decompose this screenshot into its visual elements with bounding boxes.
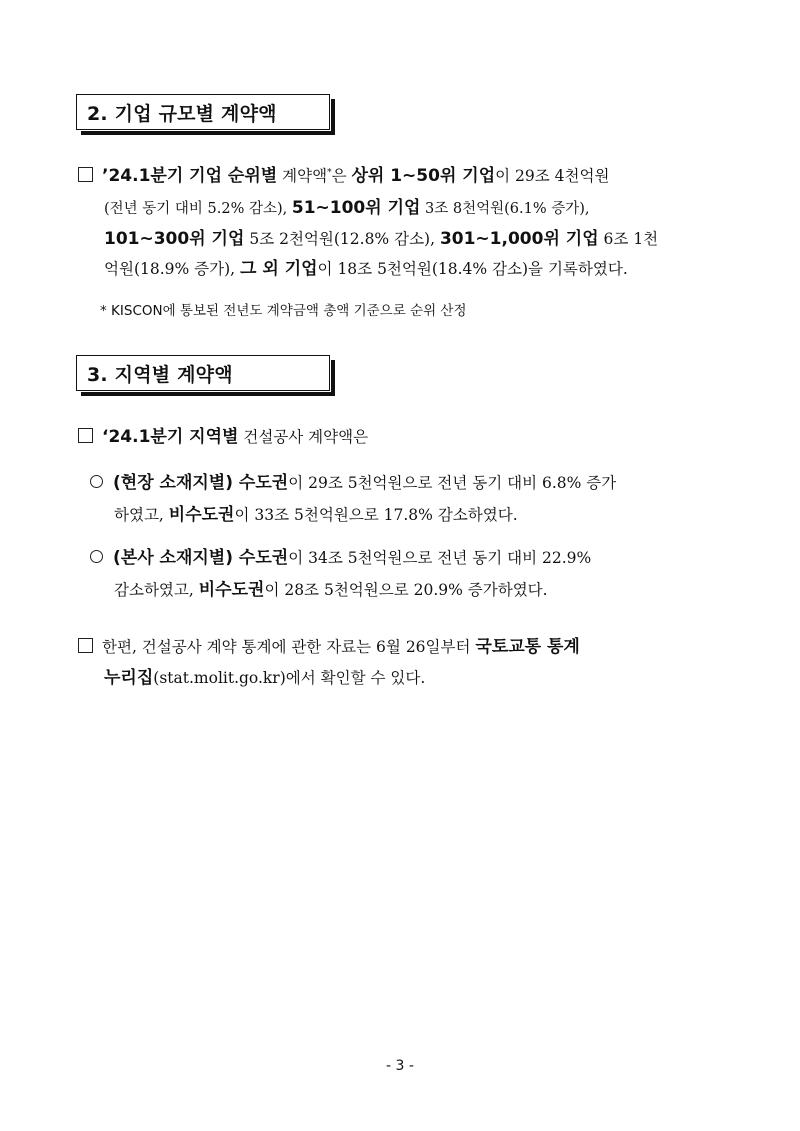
square-bullet-icon (78, 167, 93, 182)
circle-item-1-line-1: (현장 소재지별) 수도권이 29조 5천억원으로 전년 동기 대비 6.8% 증가 (90, 473, 616, 493)
footnote: * KISCON에 통보된 전년도 계약금액 총액 기준으로 순위 산정 (100, 303, 467, 319)
square-bullet-icon (78, 638, 93, 653)
section-3-heading: 3. 지역별 계약액 (87, 364, 233, 386)
closing-paragraph-line-1: 한편, 건설공사 계약 통계에 관한 자료는 6월 26일부터 국토교통 통계 (78, 637, 580, 657)
section-2-paragraph-line-4: 억원(18.9% 증가), 그 외 기업이 18조 5천억원(18.4% 감소)을 기록하였다. (104, 259, 628, 279)
section-2-heading-box (76, 94, 330, 130)
square-bullet-icon (78, 428, 93, 443)
section-2-paragraph-line-1: ’24.1분기 기업 순위별 계약액*은 상위 1~50위 기업이 29조 4천억원 (78, 166, 609, 186)
section-3-heading-box (76, 355, 330, 391)
circle-item-1-line-2: 하였고, 비수도권이 33조 5천억원으로 17.8% 감소하였다. (114, 505, 518, 525)
circle-bullet-icon (90, 550, 103, 563)
closing-paragraph-line-2: 누리집(stat.molit.go.kr)에서 확인할 수 있다. (104, 668, 426, 688)
page-number: - 3 - (386, 1058, 414, 1074)
section-3-intro: ‘24.1분기 지역별 건설공사 계약액은 (78, 427, 368, 447)
section-2-paragraph-line-3: 101~300위 기업 5조 2천억원(12.8% 감소), 301~1,000위 기업 6조 1천 (104, 229, 659, 249)
circle-item-2-line-1: (본사 소재지별) 수도권이 34조 5천억원으로 전년 동기 대비 22.9% (90, 548, 591, 568)
circle-item-2-line-2: 감소하였고, 비수도권이 28조 5천억원으로 20.9% 증가하였다. (114, 580, 548, 600)
section-2-heading: 2. 기업 규모별 계약액 (87, 103, 277, 125)
section-2-paragraph-line-2: (전년 동기 대비 5.2% 감소), 51~100위 기업 3조 8천억원(6.1% 증가), (104, 198, 590, 218)
circle-bullet-icon (90, 475, 103, 488)
